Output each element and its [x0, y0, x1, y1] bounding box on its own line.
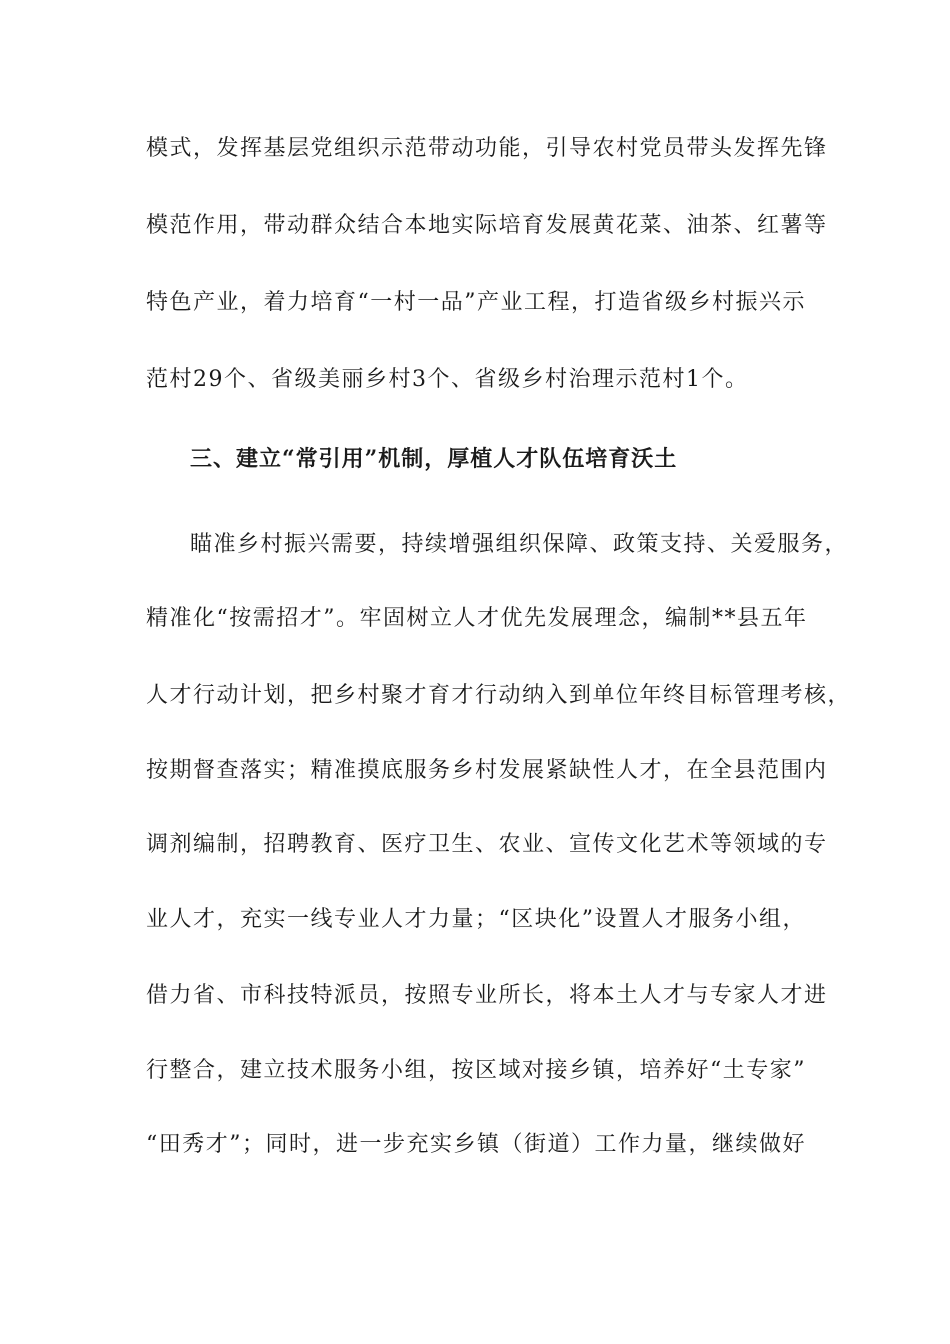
section-heading: 三、建立“常引用”机制，厚植人才队伍培育沃土 — [190, 446, 678, 472]
paragraph-line: 按期督查落实；精准摸底服务乡村发展紧缺性人才，在全县范围内 — [146, 758, 828, 783]
paragraph-line: 调剂编制，招聘教育、医疗卫生、农业、宣传文化艺术等领域的专 — [146, 832, 828, 857]
paragraph-line: 人才行动计划，把乡村聚才育才行动纳入到单位年终目标管理考核， — [146, 683, 852, 708]
paragraph-line: 行整合，建立技术服务小组，按区域对接乡镇，培养好“土专家” — [146, 1058, 806, 1083]
paragraph-line: 借力省、市科技特派员，按照专业所长，将本土人才与专家人才进 — [146, 983, 828, 1008]
paragraph-line: 模范作用，带动群众结合本地实际培育发展黄花菜、油茶、红薯等 — [146, 213, 828, 238]
paragraph-line: 特色产业，着力培育“一村一品”产业工程，打造省级乡村振兴示 — [146, 290, 806, 315]
paragraph-line: 瞄准乡村振兴需要，持续增强组织保障、政策支持、关爱服务， — [190, 532, 849, 557]
paragraph-line: 模式，发挥基层党组织示范带动功能，引导农村党员带头发挥先锋 — [146, 136, 828, 161]
paragraph-line: 精准化“按需招才”。牢固树立人才优先发展理念，编制**县五年 — [146, 606, 808, 631]
paragraph-line: 范村29个、省级美丽乡村3个、省级乡村治理示范村1个。 — [146, 367, 749, 392]
paragraph-line: 业人才，充实一线专业人才力量；“区块化”设置人才服务小组， — [146, 907, 806, 932]
paragraph-line: “田秀才”；同时，进一步充实乡镇（街道）工作力量，继续做好 — [146, 1132, 806, 1157]
